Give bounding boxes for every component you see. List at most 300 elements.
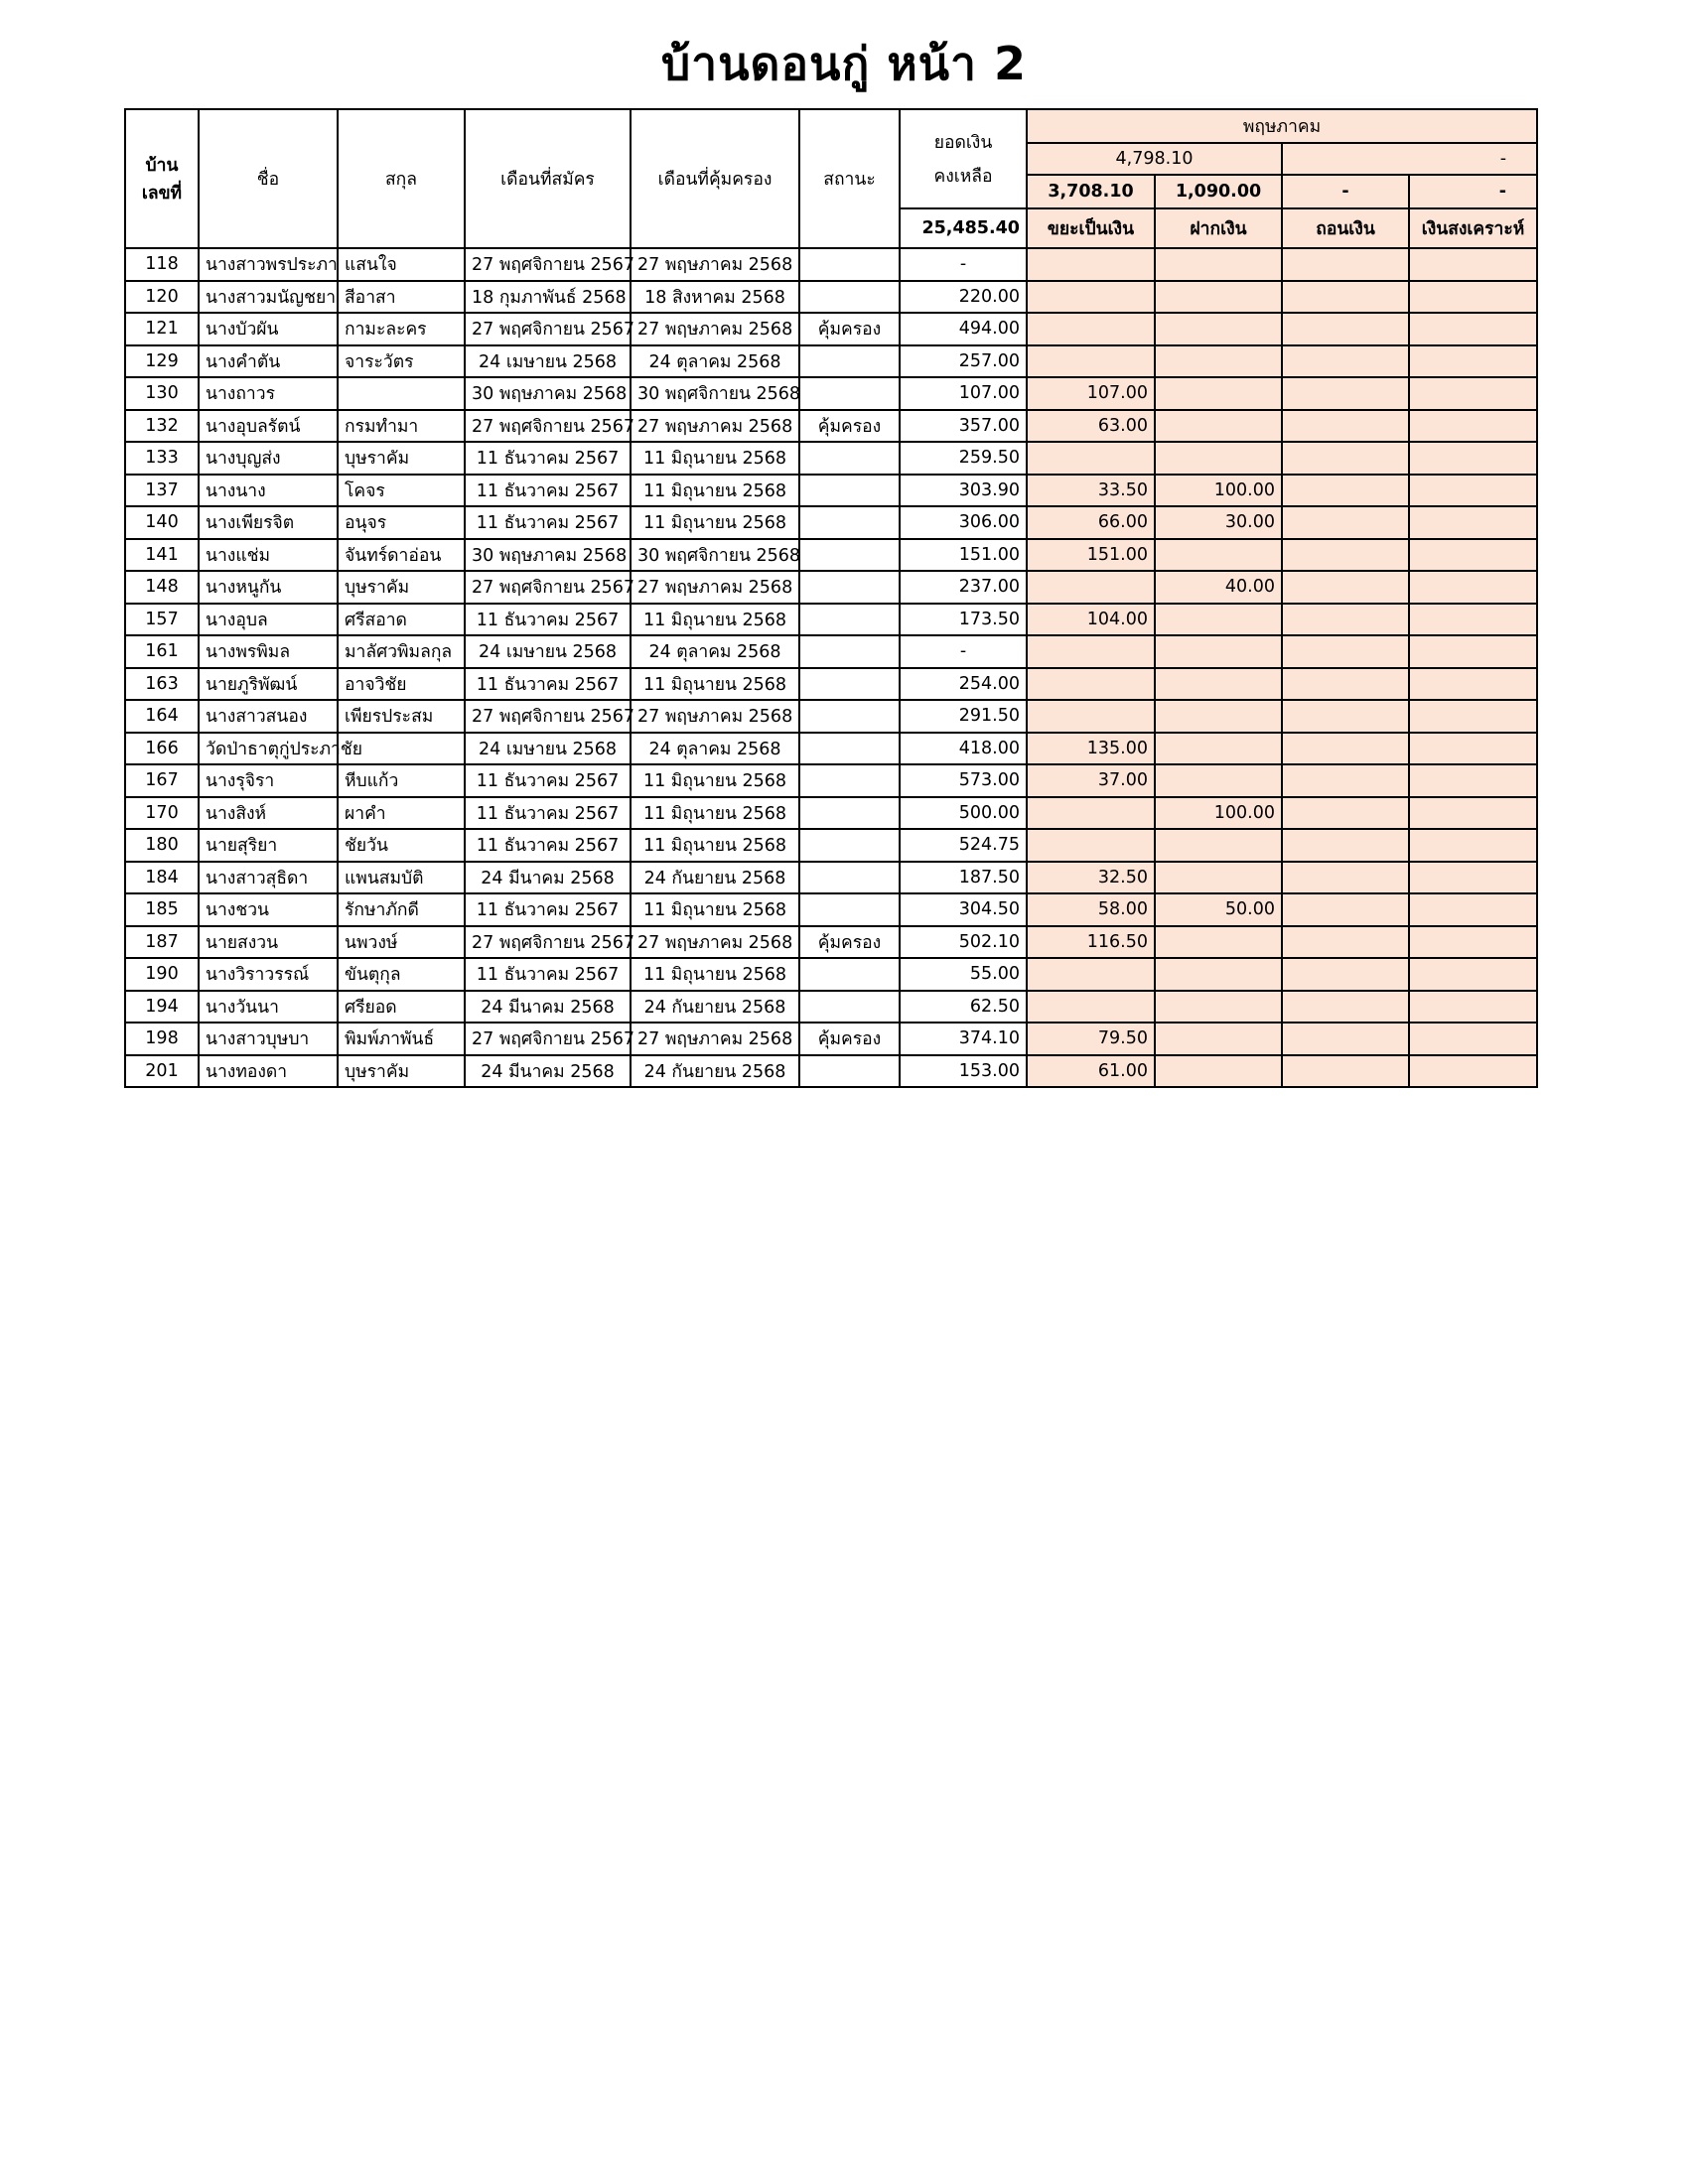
cell-waste: 61.00 bbox=[1027, 1055, 1155, 1088]
table-row bbox=[125, 635, 1537, 668]
cell-surname: ขันตุกุล bbox=[338, 958, 465, 991]
cell-protect-month: 11 มิถุนายน 2568 bbox=[631, 829, 799, 862]
cell-withdraw bbox=[1282, 764, 1409, 797]
cell-deposit bbox=[1155, 829, 1282, 862]
cell-withdraw bbox=[1282, 604, 1409, 636]
cell-waste bbox=[1027, 958, 1155, 991]
cell-welfare bbox=[1409, 700, 1537, 733]
cell-surname: บุษราคัม bbox=[338, 571, 465, 604]
cell-join-month: 24 เมษายน 2568 bbox=[465, 635, 631, 668]
cell-join-month: 11 ธันวาคม 2567 bbox=[465, 829, 631, 862]
cell-protect-month: 24 ตุลาคม 2568 bbox=[631, 733, 799, 765]
cell-name: นางสาวพรประภา bbox=[199, 248, 338, 281]
cell-protect-month: 27 พฤษภาคม 2568 bbox=[631, 926, 799, 959]
cell-balance: 357.00 bbox=[900, 410, 1027, 443]
cell-status bbox=[799, 893, 900, 926]
cell-name: นายสุริยา bbox=[199, 829, 338, 862]
cell-surname: รักษาภักดี bbox=[338, 893, 465, 926]
cell-join-month: 27 พฤศจิกายน 2567 bbox=[465, 700, 631, 733]
cell-name: นางชวน bbox=[199, 893, 338, 926]
cell-waste bbox=[1027, 668, 1155, 701]
subtotal-deposit: 1,090.00 bbox=[1155, 175, 1282, 208]
cell-welfare bbox=[1409, 571, 1537, 604]
cell-welfare bbox=[1409, 829, 1537, 862]
cell-deposit bbox=[1155, 733, 1282, 765]
cell-surname bbox=[338, 377, 465, 410]
label-deposit: ฝากเงิน bbox=[1155, 208, 1282, 248]
cell-name: นางอุบล bbox=[199, 604, 338, 636]
cell-surname: แพนสมบัติ bbox=[338, 862, 465, 894]
cell-join-month: 27 พฤศจิกายน 2567 bbox=[465, 313, 631, 345]
table-row bbox=[125, 764, 1537, 797]
cell-house-no: 163 bbox=[125, 668, 199, 701]
cell-join-month: 24 มีนาคม 2568 bbox=[465, 862, 631, 894]
cell-withdraw bbox=[1282, 668, 1409, 701]
cell-waste bbox=[1027, 248, 1155, 281]
cell-welfare bbox=[1409, 862, 1537, 894]
month-total-right: - bbox=[1282, 143, 1537, 175]
cell-name: นางสิงห์ bbox=[199, 797, 338, 830]
cell-join-month: 27 พฤศจิกายน 2567 bbox=[465, 1023, 631, 1055]
cell-protect-month: 24 กันยายน 2568 bbox=[631, 991, 799, 1024]
cell-surname: จาระวัตร bbox=[338, 345, 465, 378]
cell-deposit bbox=[1155, 700, 1282, 733]
cell-status bbox=[799, 1055, 900, 1088]
cell-join-month: 24 เมษายน 2568 bbox=[465, 733, 631, 765]
cell-join-month: 24 มีนาคม 2568 bbox=[465, 991, 631, 1024]
cell-welfare bbox=[1409, 475, 1537, 507]
cell-surname: มาลัศวพิมลกุล bbox=[338, 635, 465, 668]
header-balance bbox=[900, 109, 1027, 208]
cell-welfare bbox=[1409, 893, 1537, 926]
page-title: บ้านดอนกู่ หน้า 2 bbox=[661, 37, 1027, 90]
cell-waste: 33.50 bbox=[1027, 475, 1155, 507]
cell-withdraw bbox=[1282, 1023, 1409, 1055]
cell-balance: 55.00 bbox=[900, 958, 1027, 991]
table-row bbox=[125, 442, 1537, 475]
cell-status: คุ้มครอง bbox=[799, 926, 900, 959]
cell-welfare bbox=[1409, 991, 1537, 1024]
cell-welfare bbox=[1409, 926, 1537, 959]
cell-house-no: 180 bbox=[125, 829, 199, 862]
header-house-no-line2: เลขที่ bbox=[141, 184, 183, 204]
cell-join-month: 11 ธันวาคม 2567 bbox=[465, 442, 631, 475]
cell-withdraw bbox=[1282, 926, 1409, 959]
cell-waste bbox=[1027, 797, 1155, 830]
cell-name: นางสาวสนอง bbox=[199, 700, 338, 733]
cell-surname: พิมพ์ภาพันธ์ bbox=[338, 1023, 465, 1055]
cell-status bbox=[799, 281, 900, 314]
cell-status bbox=[799, 506, 900, 539]
cell-status: คุ้มครอง bbox=[799, 313, 900, 345]
cell-balance: 107.00 bbox=[900, 377, 1027, 410]
cell-status: คุ้มครอง bbox=[799, 410, 900, 443]
cell-surname: กามะละคร bbox=[338, 313, 465, 345]
cell-protect-month: 24 ตุลาคม 2568 bbox=[631, 345, 799, 378]
cell-protect-month: 11 มิถุนายน 2568 bbox=[631, 668, 799, 701]
cell-balance: 524.75 bbox=[900, 829, 1027, 862]
cell-join-month: 27 พฤศจิกายน 2567 bbox=[465, 571, 631, 604]
cell-deposit bbox=[1155, 604, 1282, 636]
header-surname: สกุล bbox=[338, 109, 465, 248]
cell-withdraw bbox=[1282, 893, 1409, 926]
cell-name: นางบุญส่ง bbox=[199, 442, 338, 475]
cell-surname: บุษราคัม bbox=[338, 1055, 465, 1088]
cell-status: คุ้มครอง bbox=[799, 1023, 900, 1055]
header-house-no bbox=[125, 109, 199, 248]
cell-join-month: 11 ธันวาคม 2567 bbox=[465, 797, 631, 830]
cell-surname: เพียรประสม bbox=[338, 700, 465, 733]
cell-house-no: 190 bbox=[125, 958, 199, 991]
table-row bbox=[125, 377, 1537, 410]
cell-protect-month: 24 กันยายน 2568 bbox=[631, 1055, 799, 1088]
cell-join-month: 18 กุมภาพันธ์ 2568 bbox=[465, 281, 631, 314]
cell-balance: 173.50 bbox=[900, 604, 1027, 636]
cell-status bbox=[799, 475, 900, 507]
cell-surname: แสนใจ bbox=[338, 248, 465, 281]
cell-withdraw bbox=[1282, 829, 1409, 862]
cell-balance: 374.10 bbox=[900, 1023, 1027, 1055]
cell-deposit bbox=[1155, 668, 1282, 701]
cell-balance: 502.10 bbox=[900, 926, 1027, 959]
cell-surname: อนุจร bbox=[338, 506, 465, 539]
cell-deposit bbox=[1155, 345, 1282, 378]
cell-protect-month: 24 ตุลาคม 2568 bbox=[631, 635, 799, 668]
cell-withdraw bbox=[1282, 635, 1409, 668]
cell-waste bbox=[1027, 635, 1155, 668]
table-row bbox=[125, 926, 1537, 959]
cell-waste: 135.00 bbox=[1027, 733, 1155, 765]
cell-status bbox=[799, 668, 900, 701]
header-status: สถานะ bbox=[799, 109, 900, 248]
cell-waste: 104.00 bbox=[1027, 604, 1155, 636]
cell-house-no: 120 bbox=[125, 281, 199, 314]
balance-total: 25,485.40 bbox=[900, 208, 1027, 248]
cell-surname: กรมทำมา bbox=[338, 410, 465, 443]
cell-status bbox=[799, 797, 900, 830]
table-row bbox=[125, 281, 1537, 314]
header-balance-line2: คงเหลือ bbox=[933, 167, 993, 187]
cell-deposit bbox=[1155, 926, 1282, 959]
cell-welfare bbox=[1409, 1023, 1537, 1055]
cell-surname: จันทร์ดาอ่อน bbox=[338, 539, 465, 572]
cell-balance: 187.50 bbox=[900, 862, 1027, 894]
cell-withdraw bbox=[1282, 410, 1409, 443]
cell-name: นางสาวสุธิดา bbox=[199, 862, 338, 894]
cell-name: นายสงวน bbox=[199, 926, 338, 959]
cell-balance: 254.00 bbox=[900, 668, 1027, 701]
cell-name: นางวิราวรรณ์ bbox=[199, 958, 338, 991]
cell-waste bbox=[1027, 700, 1155, 733]
cell-join-month: 11 ธันวาคม 2567 bbox=[465, 893, 631, 926]
cell-protect-month: 27 พฤษภาคม 2568 bbox=[631, 700, 799, 733]
cell-house-no: 129 bbox=[125, 345, 199, 378]
cell-join-month: 24 เมษายน 2568 bbox=[465, 345, 631, 378]
cell-welfare bbox=[1409, 797, 1537, 830]
table-body bbox=[125, 248, 1537, 1087]
header-protect-month: เดือนที่คุ้มครอง bbox=[631, 109, 799, 248]
cell-waste: 63.00 bbox=[1027, 410, 1155, 443]
cell-status bbox=[799, 862, 900, 894]
cell-house-no: 118 bbox=[125, 248, 199, 281]
table-row bbox=[125, 539, 1537, 572]
table-header bbox=[125, 109, 1537, 248]
cell-status bbox=[799, 539, 900, 572]
table-row bbox=[125, 248, 1537, 281]
cell-house-no: 161 bbox=[125, 635, 199, 668]
cell-join-month: 24 มีนาคม 2568 bbox=[465, 1055, 631, 1088]
cell-status bbox=[799, 764, 900, 797]
cell-name: นางหนูกัน bbox=[199, 571, 338, 604]
cell-waste bbox=[1027, 442, 1155, 475]
cell-name: นางสาวบุษบา bbox=[199, 1023, 338, 1055]
cell-name: นางบัวผัน bbox=[199, 313, 338, 345]
table-row bbox=[125, 893, 1537, 926]
cell-withdraw bbox=[1282, 539, 1409, 572]
cell-welfare bbox=[1409, 377, 1537, 410]
cell-withdraw bbox=[1282, 958, 1409, 991]
cell-balance: 259.50 bbox=[900, 442, 1027, 475]
cell-protect-month: 27 พฤษภาคม 2568 bbox=[631, 410, 799, 443]
cell-house-no: 198 bbox=[125, 1023, 199, 1055]
cell-welfare bbox=[1409, 635, 1537, 668]
cell-status bbox=[799, 733, 900, 765]
cell-deposit: 40.00 bbox=[1155, 571, 1282, 604]
cell-join-month: 11 ธันวาคม 2567 bbox=[465, 764, 631, 797]
cell-welfare bbox=[1409, 248, 1537, 281]
cell-protect-month: 30 พฤศจิกายน 2568 bbox=[631, 539, 799, 572]
cell-name: วัดป่าธาตุกู่ประภาชัย bbox=[199, 733, 338, 765]
cell-name: นายภูริพัฒน์ bbox=[199, 668, 338, 701]
table-row bbox=[125, 1023, 1537, 1055]
cell-withdraw bbox=[1282, 991, 1409, 1024]
cell-protect-month: 27 พฤษภาคม 2568 bbox=[631, 248, 799, 281]
header-name: ชื่อ bbox=[199, 109, 338, 248]
header-month: พฤษภาคม bbox=[1027, 109, 1537, 143]
cell-protect-month: 11 มิถุนายน 2568 bbox=[631, 604, 799, 636]
cell-waste bbox=[1027, 829, 1155, 862]
cell-welfare bbox=[1409, 1055, 1537, 1088]
cell-deposit bbox=[1155, 1023, 1282, 1055]
table-row bbox=[125, 797, 1537, 830]
table-row bbox=[125, 700, 1537, 733]
cell-join-month: 11 ธันวาคม 2567 bbox=[465, 668, 631, 701]
cell-balance: 303.90 bbox=[900, 475, 1027, 507]
cell-status bbox=[799, 377, 900, 410]
cell-withdraw bbox=[1282, 571, 1409, 604]
cell-withdraw bbox=[1282, 700, 1409, 733]
cell-house-no: 194 bbox=[125, 991, 199, 1024]
cell-deposit bbox=[1155, 410, 1282, 443]
cell-welfare bbox=[1409, 345, 1537, 378]
cell-deposit bbox=[1155, 539, 1282, 572]
cell-protect-month: 27 พฤษภาคม 2568 bbox=[631, 1023, 799, 1055]
cell-protect-month: 18 สิงหาคม 2568 bbox=[631, 281, 799, 314]
cell-withdraw bbox=[1282, 1055, 1409, 1088]
cell-surname: ชัยวัน bbox=[338, 829, 465, 862]
table-row bbox=[125, 345, 1537, 378]
cell-deposit bbox=[1155, 1055, 1282, 1088]
cell-join-month: 27 พฤศจิกายน 2567 bbox=[465, 410, 631, 443]
cell-welfare bbox=[1409, 410, 1537, 443]
cell-waste: 116.50 bbox=[1027, 926, 1155, 959]
cell-status bbox=[799, 248, 900, 281]
cell-welfare bbox=[1409, 442, 1537, 475]
header-join-month: เดือนที่สมัคร bbox=[465, 109, 631, 248]
cell-deposit: 30.00 bbox=[1155, 506, 1282, 539]
table-row bbox=[125, 829, 1537, 862]
cell-status bbox=[799, 700, 900, 733]
cell-welfare bbox=[1409, 764, 1537, 797]
cell-waste: 107.00 bbox=[1027, 377, 1155, 410]
table-row bbox=[125, 604, 1537, 636]
cell-surname: ผาคำ bbox=[338, 797, 465, 830]
cell-status bbox=[799, 442, 900, 475]
cell-balance: 151.00 bbox=[900, 539, 1027, 572]
table-row bbox=[125, 313, 1537, 345]
cell-surname: บุษราคัม bbox=[338, 442, 465, 475]
cell-waste: 32.50 bbox=[1027, 862, 1155, 894]
cell-waste: 79.50 bbox=[1027, 1023, 1155, 1055]
label-waste: ขยะเป็นเงิน bbox=[1027, 208, 1155, 248]
cell-house-no: 167 bbox=[125, 764, 199, 797]
cell-waste bbox=[1027, 991, 1155, 1024]
cell-status bbox=[799, 829, 900, 862]
cell-deposit bbox=[1155, 958, 1282, 991]
cell-waste: 66.00 bbox=[1027, 506, 1155, 539]
cell-join-month: 27 พฤศจิกายน 2567 bbox=[465, 926, 631, 959]
cell-deposit bbox=[1155, 281, 1282, 314]
cell-balance: - bbox=[900, 635, 1027, 668]
cell-protect-month: 27 พฤษภาคม 2568 bbox=[631, 313, 799, 345]
cell-name: นางทองดา bbox=[199, 1055, 338, 1088]
cell-balance: 500.00 bbox=[900, 797, 1027, 830]
cell-withdraw bbox=[1282, 281, 1409, 314]
subtotal-withdraw: - bbox=[1282, 175, 1409, 208]
cell-protect-month: 24 กันยายน 2568 bbox=[631, 862, 799, 894]
cell-balance: 257.00 bbox=[900, 345, 1027, 378]
cell-join-month: 11 ธันวาคม 2567 bbox=[465, 506, 631, 539]
header-house-no-line1: บ้าน bbox=[145, 156, 179, 176]
cell-withdraw bbox=[1282, 313, 1409, 345]
cell-waste bbox=[1027, 313, 1155, 345]
cell-house-no: 201 bbox=[125, 1055, 199, 1088]
cell-balance: 494.00 bbox=[900, 313, 1027, 345]
cell-balance: 306.00 bbox=[900, 506, 1027, 539]
cell-surname: อาจวิชัย bbox=[338, 668, 465, 701]
cell-join-month: 11 ธันวาคม 2567 bbox=[465, 475, 631, 507]
cell-house-no: 140 bbox=[125, 506, 199, 539]
cell-protect-month: 11 มิถุนายน 2568 bbox=[631, 442, 799, 475]
ledger-table bbox=[124, 108, 1538, 1088]
cell-name: นางถาวร bbox=[199, 377, 338, 410]
table-row bbox=[125, 733, 1537, 765]
cell-house-no: 164 bbox=[125, 700, 199, 733]
cell-withdraw bbox=[1282, 248, 1409, 281]
cell-house-no: 121 bbox=[125, 313, 199, 345]
cell-welfare bbox=[1409, 604, 1537, 636]
cell-welfare bbox=[1409, 668, 1537, 701]
table-row bbox=[125, 475, 1537, 507]
cell-name: นางนาง bbox=[199, 475, 338, 507]
subtotal-waste: 3,708.10 bbox=[1027, 175, 1155, 208]
cell-status bbox=[799, 958, 900, 991]
cell-withdraw bbox=[1282, 506, 1409, 539]
cell-house-no: 157 bbox=[125, 604, 199, 636]
cell-house-no: 148 bbox=[125, 571, 199, 604]
cell-join-month: 30 พฤษภาคม 2568 bbox=[465, 377, 631, 410]
cell-deposit bbox=[1155, 248, 1282, 281]
cell-protect-month: 11 มิถุนายน 2568 bbox=[631, 764, 799, 797]
cell-name: นางสาวมนัญชยา bbox=[199, 281, 338, 314]
cell-withdraw bbox=[1282, 862, 1409, 894]
cell-welfare bbox=[1409, 313, 1537, 345]
cell-name: นางคำตัน bbox=[199, 345, 338, 378]
table-row bbox=[125, 668, 1537, 701]
cell-waste bbox=[1027, 345, 1155, 378]
cell-withdraw bbox=[1282, 377, 1409, 410]
cell-protect-month: 11 มิถุนายน 2568 bbox=[631, 506, 799, 539]
cell-balance: 573.00 bbox=[900, 764, 1027, 797]
cell-status bbox=[799, 571, 900, 604]
cell-join-month: 11 ธันวาคม 2567 bbox=[465, 604, 631, 636]
cell-surname: โคจร bbox=[338, 475, 465, 507]
cell-surname: ศรียอด bbox=[338, 991, 465, 1024]
subtotal-welfare: - bbox=[1409, 175, 1537, 208]
cell-balance: 62.50 bbox=[900, 991, 1027, 1024]
cell-withdraw bbox=[1282, 442, 1409, 475]
cell-withdraw bbox=[1282, 733, 1409, 765]
cell-welfare bbox=[1409, 506, 1537, 539]
cell-surname: นพวงษ์ bbox=[338, 926, 465, 959]
cell-house-no: 170 bbox=[125, 797, 199, 830]
cell-waste: 151.00 bbox=[1027, 539, 1155, 572]
cell-status bbox=[799, 635, 900, 668]
table-row bbox=[125, 958, 1537, 991]
cell-house-no: 137 bbox=[125, 475, 199, 507]
cell-surname: ศรีสอาด bbox=[338, 604, 465, 636]
cell-balance: - bbox=[900, 248, 1027, 281]
cell-welfare bbox=[1409, 958, 1537, 991]
cell-protect-month: 11 มิถุนายน 2568 bbox=[631, 893, 799, 926]
cell-status bbox=[799, 991, 900, 1024]
cell-deposit: 100.00 bbox=[1155, 475, 1282, 507]
cell-deposit: 50.00 bbox=[1155, 893, 1282, 926]
cell-surname: หีบแก้ว bbox=[338, 764, 465, 797]
cell-withdraw bbox=[1282, 345, 1409, 378]
table-row bbox=[125, 862, 1537, 894]
label-welfare: เงินสงเคราะห์ bbox=[1409, 208, 1537, 248]
cell-welfare bbox=[1409, 733, 1537, 765]
cell-balance: 291.50 bbox=[900, 700, 1027, 733]
cell-house-no: 166 bbox=[125, 733, 199, 765]
cell-surname: สีอาสา bbox=[338, 281, 465, 314]
cell-protect-month: 30 พฤศจิกายน 2568 bbox=[631, 377, 799, 410]
cell-protect-month: 11 มิถุนายน 2568 bbox=[631, 797, 799, 830]
cell-balance: 304.50 bbox=[900, 893, 1027, 926]
cell-protect-month: 27 พฤษภาคม 2568 bbox=[631, 571, 799, 604]
cell-waste bbox=[1027, 571, 1155, 604]
cell-name: นางรุจิรา bbox=[199, 764, 338, 797]
table-row bbox=[125, 1055, 1537, 1088]
cell-withdraw bbox=[1282, 797, 1409, 830]
cell-deposit bbox=[1155, 635, 1282, 668]
cell-deposit bbox=[1155, 991, 1282, 1024]
cell-balance: 153.00 bbox=[900, 1055, 1027, 1088]
table-row bbox=[125, 571, 1537, 604]
cell-deposit: 100.00 bbox=[1155, 797, 1282, 830]
cell-welfare bbox=[1409, 539, 1537, 572]
